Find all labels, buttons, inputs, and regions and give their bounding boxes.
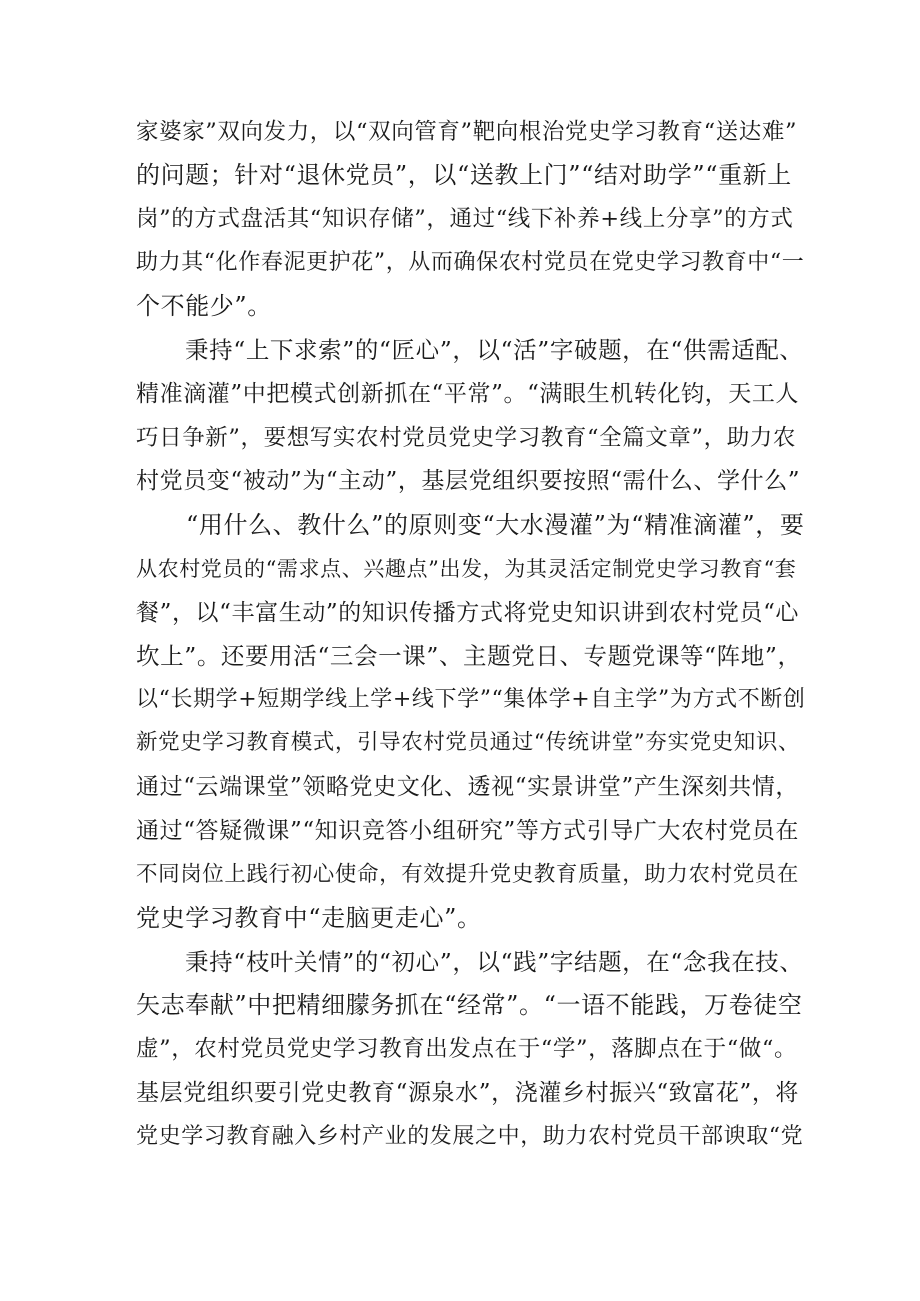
text-line: 从农村党员的“需求点、兴趣点”出发，为其灵活定制党史学习教育“套 <box>136 557 797 581</box>
text-line: 新党史学习教育模式，引导农村党员通过“传统讲堂”夯实党史知识、 <box>136 730 801 755</box>
text-line: 党史学习教育中“走脑更走心”。 <box>136 904 482 932</box>
text-line: 餐”，以“丰富生动”的知识传播方式将党史知识讲到农村党员“心 <box>136 600 800 626</box>
text-line: 村党员变“被动”为“主动”，基层党组织要按照“需什么、学什么” <box>136 468 801 494</box>
text-line: 基层党组织要引党史教育“源泉水”，浇灌乡村振兴“致富花”，将 <box>136 1080 800 1106</box>
text-line: 通过“答疑微课”“知识竞答小组研究”等方式引导广大农村党员在 <box>136 818 800 844</box>
paragraph-start-line: 秉持“上下求索”的“匠心”，以“活”字破题，在“供需适配、 <box>185 336 804 364</box>
paragraph-start-line: “用什么、教什么”的原则变“大水漫灌”为“精准滴灌”，要 <box>186 511 805 539</box>
text-line: 以“长期学+短期学线上学+线下学”“集体学+自主学”为方式不断创 <box>136 687 806 712</box>
text-line: 巧日争新”，要想写实农村党员党史学习教育“全篇文章”，助力农 <box>136 425 797 451</box>
text-line: 不同岗位上践行初心使命，有效提升党史教育质量，助力农村党员在 <box>136 862 800 887</box>
text-line: 坎上”。还要用活“三会一课”、主题党日、专题党课等“阵地”， <box>136 642 802 670</box>
text-line: 精准滴灌”中把模式创新抓在“平常”。“满眼生机转化钧，天工人 <box>136 381 800 407</box>
text-line: 的问题；针对“退休党员”，以“送教上门”“结对助学”“重新上 <box>136 161 792 189</box>
text-line: 助力其“化作春泥更护花”，从而确保农村党员在党史学习教育中“一 <box>136 250 805 275</box>
text-line: 党史学习教育融入乡村产业的发展之中，助力农村党员干部谀取“党 <box>136 1124 804 1149</box>
text-line: 个不能少”。 <box>136 292 272 320</box>
text-line: 虚”，农村党员党史学习教育出发点在于“学”，落脚点在于“做“。 <box>136 1036 798 1062</box>
text-line: 岗”的方式盘活其“知识存储”，通过“线下补养+线上分享”的方式 <box>136 206 794 232</box>
text-line: 矢志奉献”中把精细朦务抓在“经常”。“一语不能践，万卷徒空 <box>136 991 803 1019</box>
text-line: 家婆家”双向发力，以“双向管育”靶向根治党史学习教育“送达难” <box>136 119 798 145</box>
paragraph-start-line: 秉持“枝叶关情”的“初心”，以“践”字结题，在“念我在技、 <box>185 948 804 976</box>
text-line: 通过“云端课堂”领略党史文化、透视“实景讲堂”产生深刻共情， <box>136 774 800 800</box>
